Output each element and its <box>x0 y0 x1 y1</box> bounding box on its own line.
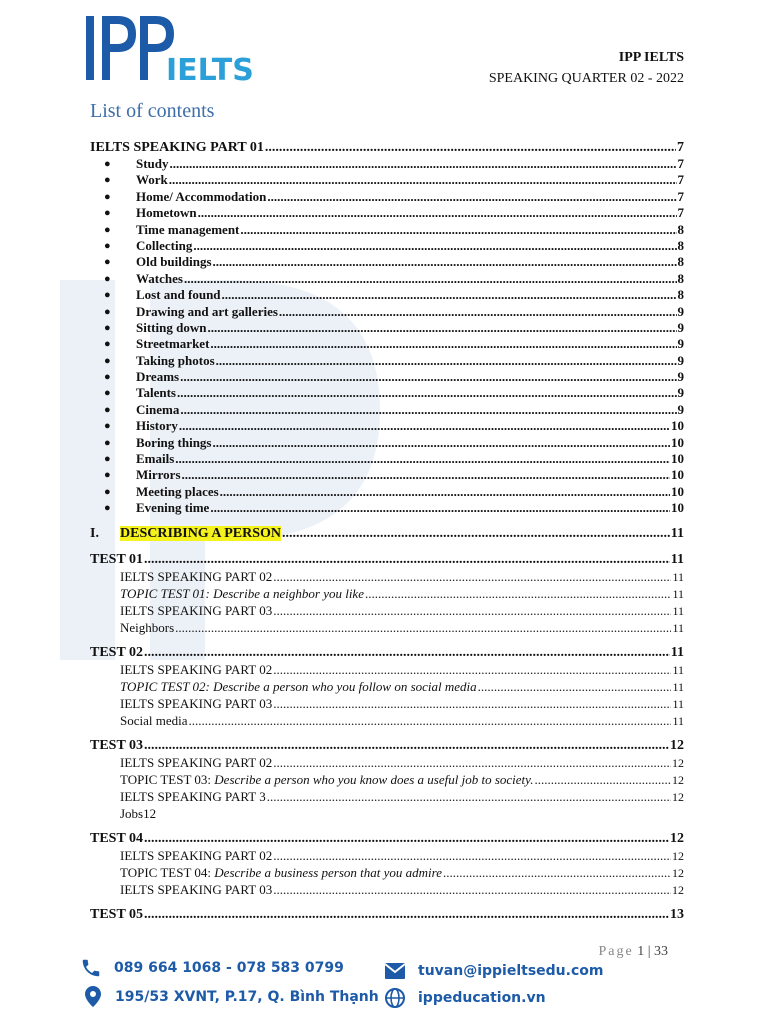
toc-entry-label: IELTS SPEAKING PART 03 <box>120 602 273 618</box>
toc-topic-item[interactable] <box>90 451 684 467</box>
toc-entry-label: Meeting places <box>136 483 219 499</box>
page-number: Page 1 | 33 <box>598 944 668 959</box>
toc-entry-label: Time management <box>136 221 240 237</box>
toc-entry-label: IELTS SPEAKING PART 3 <box>120 788 266 804</box>
toc-entry-label: Watches <box>136 270 183 286</box>
toc-entry-label: Cinema <box>136 401 180 417</box>
toc-entry-page: 12 <box>672 865 684 880</box>
toc-topic-item[interactable] <box>90 418 684 434</box>
toc-entry-label: Collecting <box>136 237 193 253</box>
toc-entry-page: 10 <box>671 483 684 499</box>
toc-entry-page: 7 <box>677 205 684 221</box>
toc-entry-page: 11 <box>672 586 684 601</box>
toc-entry-label: TOPIC TEST 03: Describe a person who you know does a useful job to society. <box>120 771 534 787</box>
bullet-icon: ● <box>104 338 111 351</box>
toc-entry-page: 12 <box>670 737 684 753</box>
bullet-icon: ● <box>104 321 111 334</box>
toc-sub-item[interactable] <box>90 695 684 712</box>
toc-topic-item[interactable] <box>90 385 684 401</box>
toc-sub-item[interactable] <box>90 568 684 585</box>
toc-entry-label: Old buildings <box>136 254 212 270</box>
bullet-icon: ● <box>104 403 111 416</box>
toc-entry-page: 12 <box>672 882 684 897</box>
toc-entry-label: Emails <box>136 451 175 467</box>
toc-sub-item[interactable] <box>90 602 684 619</box>
toc-test-heading[interactable] <box>90 644 684 661</box>
toc-entry-page: 10 <box>671 451 684 467</box>
toc-sub-item[interactable] <box>90 771 684 788</box>
toc-entry-page: 12 <box>672 848 684 863</box>
bullet-icon: ● <box>104 223 111 236</box>
section-number: I. <box>90 525 99 541</box>
toc-entry-label: IELTS SPEAKING PART 02 <box>120 568 273 584</box>
toc-entry-page: 11 <box>672 569 684 584</box>
toc-entry-page: 11 <box>672 620 684 635</box>
toc-entry-label: IELTS SPEAKING PART 02 <box>120 754 273 770</box>
bullet-icon: ● <box>104 436 111 449</box>
toc-entry-label: Sitting down <box>136 319 207 335</box>
toc-entry-label: TEST 03 <box>90 737 144 753</box>
toc-entry-page: 10 <box>671 434 684 450</box>
header-subtitle: SPEAKING QUARTER 02 - 2022 <box>488 71 684 86</box>
document-header <box>489 50 684 87</box>
toc-entry-label: Study <box>136 156 169 171</box>
toc-entry-label: Work <box>136 172 168 188</box>
toc-entry-label: TEST 01 <box>90 551 144 567</box>
toc-entry-label: IELTS SPEAKING PART 03 <box>120 881 273 897</box>
toc-entry-label: TEST 05 <box>90 906 144 922</box>
bullet-icon: ● <box>104 354 111 367</box>
toc-topic-item[interactable] <box>90 369 684 385</box>
toc-test-heading[interactable] <box>90 551 684 568</box>
toc-entry-page: 10 <box>671 467 684 483</box>
toc-entry-page: 11 <box>670 644 684 660</box>
toc-entry-label: TEST 02 <box>90 644 144 660</box>
toc-sub-item[interactable] <box>90 788 684 805</box>
toc-entry-page: 7 <box>677 188 684 204</box>
toc-entry-label: Boring things <box>136 434 212 450</box>
toc-entry-page: 8 <box>677 254 684 270</box>
contact-address: 195/53 XVNT, P.17, Q. Bình Thạnh <box>83 985 379 1009</box>
bullet-icon: ● <box>104 158 111 170</box>
toc-sub-item[interactable] <box>90 661 684 678</box>
location-pin-icon <box>83 985 103 1009</box>
toc-topic-item[interactable] <box>90 435 684 451</box>
toc-entry-page: 7 <box>677 156 684 171</box>
toc-sub-item[interactable] <box>90 864 684 881</box>
toc-entry-page: 13 <box>670 906 684 922</box>
toc-entry-label: Social media <box>120 712 188 728</box>
toc-entry-page: 7 <box>677 172 684 188</box>
toc-entry-label: Mirrors <box>136 467 181 483</box>
toc-sub-item[interactable] <box>90 754 684 771</box>
bullet-icon: ● <box>104 174 111 187</box>
toc-entry-section-1[interactable] <box>90 525 684 543</box>
svg-text:IELTS: IELTS <box>166 53 254 84</box>
section-title: DESCRIBING A PERSON <box>120 525 282 541</box>
toc-entry-page: 10 <box>671 500 684 516</box>
ipp-ielts-logo <box>84 14 254 84</box>
toc-entry-page: 9 <box>677 303 684 319</box>
toc-entry-label: Dreams <box>136 369 180 385</box>
toc-entry-page: 12 <box>672 772 684 787</box>
toc-topic-item[interactable] <box>90 189 684 205</box>
bullet-icon: ● <box>104 305 111 318</box>
toc-entry-label: Talents <box>136 385 176 401</box>
toc-entry-part1[interactable] <box>90 139 684 156</box>
toc-topic-item[interactable] <box>90 156 684 172</box>
part1-topic-list <box>90 156 684 517</box>
toc-entry-page: 12 <box>672 755 684 770</box>
bullet-icon: ● <box>104 453 111 466</box>
toc-sub-item[interactable] <box>90 881 684 898</box>
toc-entry-page: 11 <box>670 551 684 567</box>
toc-entry-page: 9 <box>677 401 684 417</box>
contact-website[interactable]: ippeducation.vn <box>384 987 546 1009</box>
toc-sub-item[interactable] <box>90 678 684 695</box>
toc-entry-label: Evening time <box>136 500 210 516</box>
toc-topic-item[interactable] <box>90 254 684 270</box>
toc-entry-label: IELTS SPEAKING PART 01 <box>90 140 264 155</box>
bullet-icon: ● <box>104 485 111 498</box>
bullet-icon: ● <box>104 420 111 433</box>
toc-entry-label: Drawing and art galleries <box>136 303 278 319</box>
contact-footer <box>0 955 768 1024</box>
toc-entry-page: 8 <box>677 270 684 286</box>
toc-topic-item[interactable] <box>90 467 684 483</box>
bullet-icon: ● <box>104 272 111 285</box>
toc-sub-item[interactable] <box>90 619 684 636</box>
contact-email[interactable]: tuvan@ippieltsedu.com <box>384 962 603 980</box>
toc-entry-page: 11 <box>672 696 684 711</box>
toc-entry-label: TOPIC TEST 04: Describe a business person that you admire <box>120 864 442 880</box>
toc-entry-page: 9 <box>677 352 684 368</box>
toc-sub-item[interactable] <box>90 712 684 729</box>
toc-entry-label: Streetmarket <box>136 336 210 352</box>
toc-topic-item[interactable] <box>90 222 684 238</box>
toc-entry-label: IELTS SPEAKING PART 03 <box>120 695 273 711</box>
toc-entry-label: IELTS SPEAKING PART 02 <box>120 661 273 677</box>
toc-entry-page: 8 <box>677 237 684 253</box>
toc-entry-label: TOPIC TEST 02: Describe a person who you follow on social media <box>120 678 477 694</box>
toc-topic-item[interactable] <box>90 287 684 303</box>
toc-sub-item[interactable] <box>90 847 684 864</box>
toc-topic-item[interactable] <box>90 320 684 336</box>
mail-icon <box>384 962 406 980</box>
toc-entry-label: TOPIC TEST 01: Describe a neighbor you like <box>120 585 364 601</box>
toc-entry-page: 11 <box>672 603 684 618</box>
toc-entry-page: 9 <box>677 385 684 401</box>
toc-entry-page: 12 <box>670 830 684 846</box>
bullet-icon: ● <box>104 502 111 515</box>
contact-phone: 089 664 1068 - 078 583 0799 <box>80 957 344 979</box>
toc-entry-label: Taking photos <box>136 352 215 368</box>
toc-entry-label: Jobs12 <box>120 805 157 821</box>
bullet-icon: ● <box>104 289 111 302</box>
toc-topic-item[interactable] <box>90 304 684 320</box>
toc-topic-item[interactable] <box>90 205 684 221</box>
toc-test-heading[interactable] <box>90 830 684 847</box>
toc-topic-item[interactable] <box>90 271 684 287</box>
toc-topic-item[interactable] <box>90 484 684 500</box>
toc-entry-label: IELTS SPEAKING PART 02 <box>120 847 273 863</box>
toc-entry-page: 11 <box>672 679 684 694</box>
toc-topic-item[interactable] <box>90 500 684 516</box>
bullet-icon: ● <box>104 371 111 384</box>
globe-icon <box>384 987 406 1009</box>
test-list <box>90 551 684 923</box>
toc-entry-page: 8 <box>677 287 684 303</box>
toc-topic-item[interactable] <box>90 172 684 188</box>
toc-topic-item[interactable] <box>90 336 684 352</box>
toc-entry-label: Neighbors <box>120 619 175 635</box>
toc-entry-label: Lost and found <box>136 287 221 303</box>
toc-entry-page: 10 <box>671 418 684 434</box>
bullet-icon: ● <box>104 239 111 252</box>
toc-sub-item[interactable] <box>90 585 684 602</box>
toc-entry-label: Home/ Accommodation <box>136 188 267 204</box>
toc-entry-label: Hometown <box>136 205 197 221</box>
toc-entry-page: 7 <box>677 140 684 155</box>
toc-entry-page: 11 <box>670 525 684 541</box>
toc-entry-page: 9 <box>677 336 684 352</box>
table-of-contents <box>90 139 684 923</box>
bullet-icon: ● <box>104 256 111 269</box>
toc-sub-item[interactable] <box>90 805 684 822</box>
bullet-icon: ● <box>104 387 111 400</box>
toc-entry-page: 9 <box>677 369 684 385</box>
toc-topic-item[interactable] <box>90 353 684 369</box>
toc-entry-page: 9 <box>677 319 684 335</box>
toc-entry-page: 11 <box>672 713 684 728</box>
toc-entry-page: 11 <box>672 662 684 677</box>
toc-test-heading[interactable] <box>90 906 684 923</box>
toc-entry-label: History <box>136 418 178 434</box>
toc-entry-page: 8 <box>677 221 684 237</box>
toc-test-heading[interactable] <box>90 737 684 754</box>
toc-title: List of contents <box>90 100 215 122</box>
toc-entry-page: 12 <box>672 789 684 804</box>
toc-entry-label: TEST 04 <box>90 830 144 846</box>
phone-icon <box>80 957 102 979</box>
bullet-icon: ● <box>104 207 111 220</box>
bullet-icon: ● <box>104 469 111 482</box>
toc-topic-item[interactable] <box>90 238 684 254</box>
header-brand: IPP IELTS <box>618 50 684 65</box>
toc-topic-item[interactable] <box>90 402 684 418</box>
bullet-icon: ● <box>104 190 111 203</box>
